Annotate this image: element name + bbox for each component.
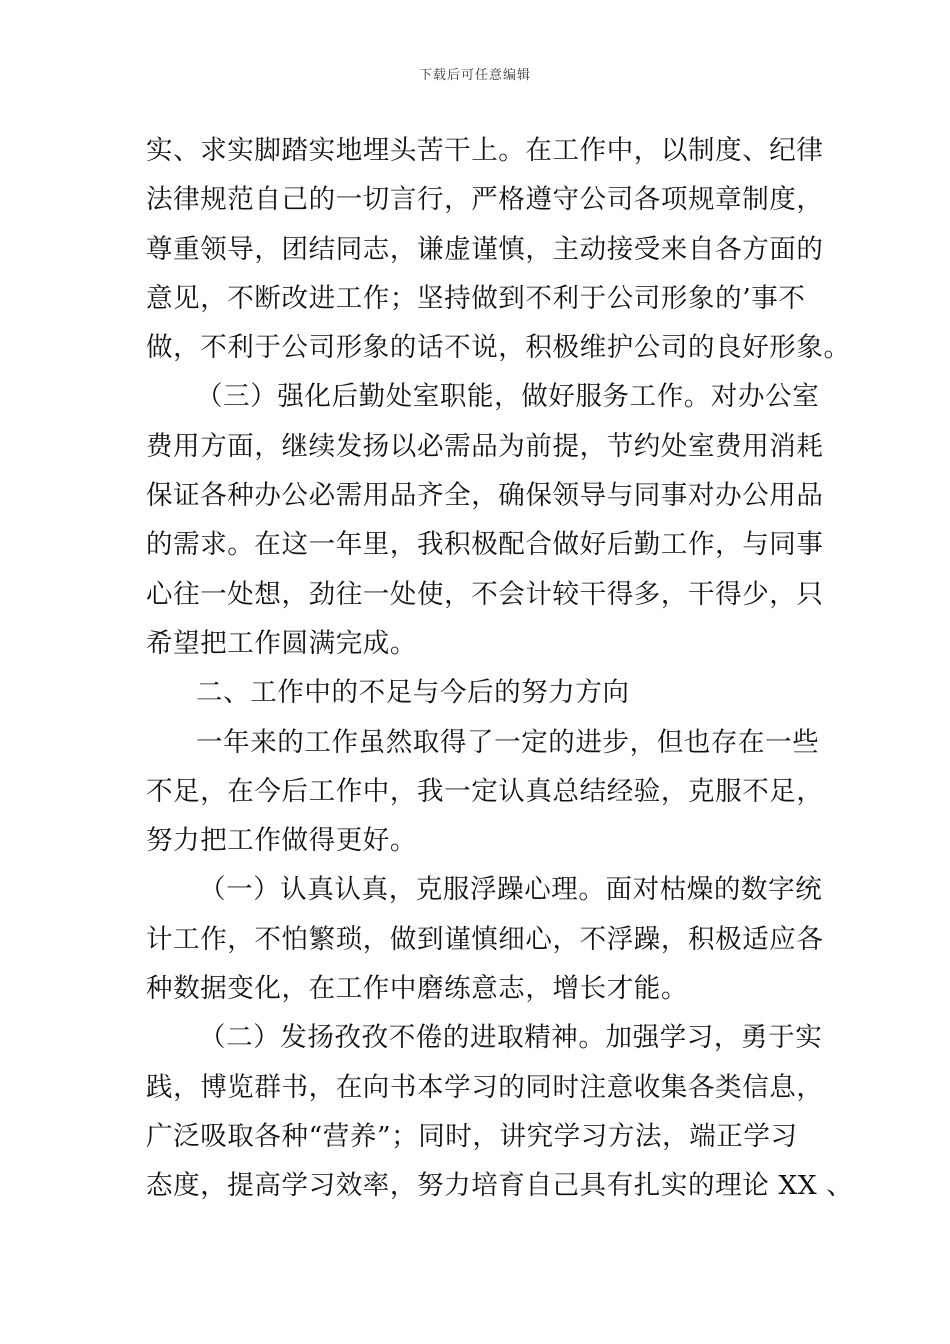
paragraph-start-line: （三）强化后勤处室职能，做好服务工作。对办公室 (196, 381, 820, 413)
text-line: 意见，不断改进工作；坚持做到不利于公司形象的’事不 (146, 282, 806, 314)
text-line: 实、求实脚踏实地埋头苦干上。在工作中，以制度、纪律 (146, 135, 824, 166)
text-line: 计工作，不怕繁琐，做到谨慎细心，不浮躁，积极适应各 (146, 923, 824, 955)
text-line: 法律规范自己的一切言行，严格遵守公司各项规章制度， (146, 184, 824, 216)
document-body (146, 126, 854, 1211)
paragraph-start-line: 一年来的工作虽然取得了一定的进步，但也存在一些 (196, 726, 820, 758)
text-line: 努力把工作做得更好。 (146, 825, 417, 857)
section-heading: 二、工作中的不足与今后的努力方向 (196, 677, 630, 709)
text-line: 不足，在今后工作中，我一定认真总结经验，克服不足， (146, 775, 824, 807)
text-line: 广泛吸取各种“营养”；同时，讲究学习方法，端正学习 (146, 1120, 798, 1152)
text-line: 保证各种办公必需用品齐全，确保领导与同事对办公用品 (146, 480, 824, 512)
text-line: 费用方面，继续发扬以必需品为前提，节约处室费用消耗 (146, 430, 824, 462)
text-line: 希望把工作圆满完成。 (146, 627, 417, 659)
text-line: 做，不利于公司形象的话不说，积极维护公司的良好形象。 (146, 332, 851, 364)
text-line: 尊重领导，团结同志，谦虚谨慎，主动接受来自各方面的 (146, 233, 824, 265)
text-line: 态度，提高学习效率，努力培育自己具有扎实的理论 XX 、 (146, 1170, 854, 1202)
text-line: 种数据变化，在工作中磨练意志，增长才能。 (146, 973, 688, 1005)
text-line: 践，博览群书，在向书本学习的同时注意收集各类信息， (146, 1071, 824, 1103)
paragraph-start-line: （二）发扬孜孜不倦的进取精神。加强学习，勇于实 (199, 1022, 823, 1054)
text-line: 的需求。在这一年里，我积极配合做好后勤工作，与同事 (146, 529, 824, 561)
paragraph-start-line: （一）认真认真，克服浮躁心理。面对枯燥的数字统 (199, 874, 823, 906)
text-line: 心往一处想，劲往一处使，不会计较干得多，干得少，只 (146, 578, 824, 610)
page-header: 下载后可任意编辑 (418, 68, 531, 83)
